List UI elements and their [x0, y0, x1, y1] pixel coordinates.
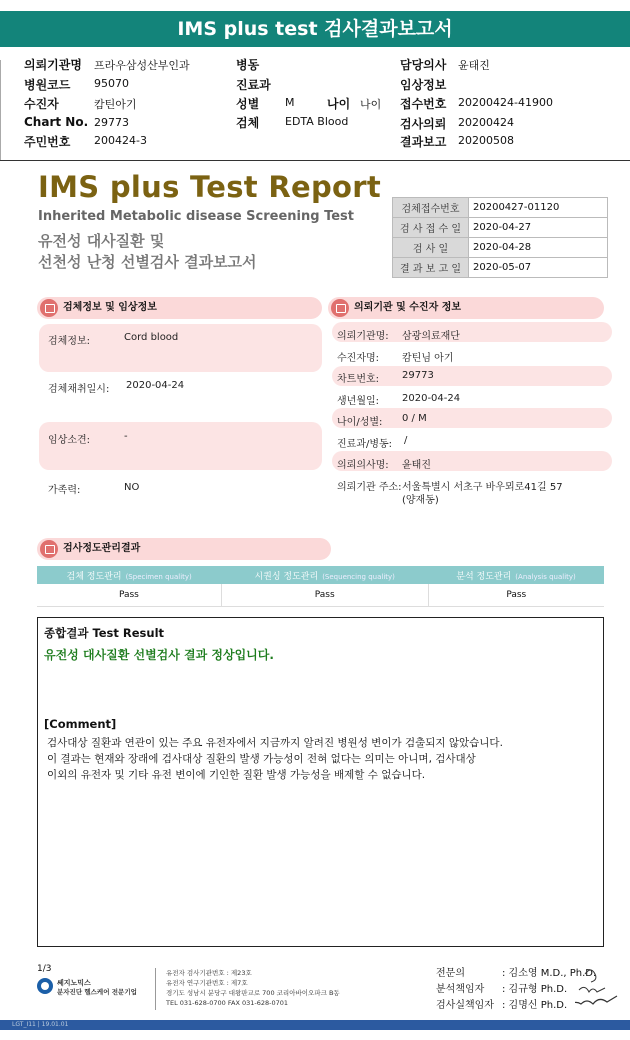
institution-label: 수진자명: — [337, 353, 380, 364]
specimen-value: 2020-04-24 — [126, 380, 185, 391]
signer-role: 분석책임자 — [436, 984, 485, 995]
company-logo-icon — [37, 978, 53, 994]
signer-row — [436, 982, 596, 998]
header-label: 수진자 — [24, 97, 59, 111]
result-heading: 종합결과 Test Result — [44, 626, 165, 640]
institution-label: 진료과/병동: — [337, 439, 393, 450]
institution-value: 29773 — [402, 370, 434, 381]
header-value: 윤태진 — [458, 59, 490, 72]
table-row — [37, 584, 604, 606]
signer-row — [436, 998, 596, 1014]
quality-value: Pass — [221, 584, 428, 606]
institution-value: / — [404, 435, 408, 446]
date-label: 검체접수번호 — [393, 198, 469, 218]
clipboard-icon — [40, 540, 58, 558]
comment-line: 이 결과는 현재와 장래에 검사대상 질환의 발생 가능성이 전혀 없다는 의미는 아니며, 검사대상 — [47, 753, 476, 765]
specimen-section-title: 검체정보 및 임상정보 — [63, 302, 157, 313]
institution-address-line2: (양재동) — [402, 495, 439, 506]
signature-stroke — [575, 996, 617, 1006]
quality-table — [37, 566, 604, 607]
registration-line: 유전자 연구기관번호 : 제7호 — [166, 979, 248, 987]
signature-stroke — [585, 970, 596, 982]
date-label: 결 과 보 고 일 — [393, 258, 469, 278]
signer-name: : 김규형 Ph.D. — [502, 984, 568, 995]
specimen-value: - — [124, 431, 128, 442]
header-label: 성별 — [236, 97, 260, 111]
date-label: 검 사 접 수 일 — [393, 218, 469, 238]
header-label: 병원코드 — [24, 78, 71, 92]
table-row — [393, 218, 608, 238]
institution-value: 삼광의료재단 — [402, 331, 460, 342]
quality-value: Pass — [428, 584, 604, 606]
date-value: 20200427-01120 — [469, 198, 608, 218]
result-box — [37, 617, 604, 947]
lock-icon — [331, 299, 349, 317]
date-value: 2020-04-27 — [469, 218, 608, 238]
header-value: 200424-3 — [94, 134, 147, 147]
date-value: 2020-04-28 — [469, 238, 608, 258]
quality-section-header — [37, 538, 331, 560]
clinical-box — [39, 422, 322, 470]
institution-value: 0 / M — [402, 413, 427, 424]
registration-line: 유전자 검사기관번호 : 제23호 — [166, 969, 252, 977]
quality-col-header — [37, 566, 221, 584]
report-subtitle: Inherited Metabolic disease Screening Test — [38, 209, 355, 224]
signer-name: : 김명신 Ph.D. — [502, 1000, 568, 1011]
institution-address-label: 의뢰기관 주소: — [337, 482, 402, 493]
signature-image — [575, 960, 625, 1015]
header-label: 담당의사 — [400, 58, 447, 72]
header-value: 95070 — [94, 77, 129, 90]
header-left-border — [0, 60, 1, 160]
institution-section-header — [328, 297, 604, 319]
institution-address-line1: 서울특별시 서초구 바우뫼로41길 57 — [402, 482, 563, 493]
quality-col-header — [221, 566, 428, 584]
header-value: 프라우삼성산부인과 — [94, 59, 190, 72]
header-label: 주민번호 — [24, 135, 71, 149]
signer-role: 전문의 — [436, 968, 465, 979]
institution-value: 캄틴님 아기 — [402, 353, 454, 364]
lock-icon — [40, 299, 58, 317]
quality-section-title: 검사정도관리결과 — [63, 543, 141, 554]
header-label: 결과보고 — [400, 135, 447, 149]
footer-bar: LGT_I11 | 19.01.01 — [0, 1020, 630, 1030]
signer-row — [436, 966, 596, 982]
specimen-label: 가족력: — [48, 485, 81, 496]
company-description: 분자진단 헬스케어 전문기업 — [57, 988, 137, 996]
signers-block — [436, 966, 596, 1014]
institution-value: 2020-04-24 — [402, 393, 461, 404]
quality-col-header — [428, 566, 604, 584]
header-value: 20200424-41900 — [458, 96, 553, 109]
header-info — [22, 56, 622, 156]
registration-info — [166, 968, 340, 1008]
institution-label: 차트번호: — [337, 374, 380, 385]
header-label: 의뢰기관명 — [24, 58, 82, 72]
specimen-value: Cord blood — [124, 332, 179, 343]
table-row — [393, 238, 608, 258]
page-number: 1/3 — [37, 964, 52, 974]
quality-col-kr: 검체 정도관리 — [66, 571, 122, 582]
institution-label: 생년월일: — [337, 396, 380, 407]
registration-line: 경기도 성남시 분당구 대왕판교로 700 코리아바이오파크 B동 — [166, 989, 340, 997]
quality-col-en: (Specimen quality) — [125, 572, 192, 581]
report-korean-title-1: 유전성 대사질환 및 — [38, 232, 165, 250]
header-value: 20200508 — [458, 134, 514, 147]
result-summary: 유전성 대사질환 선별검사 결과 정상입니다. — [44, 648, 274, 662]
header-label: 검체 — [236, 116, 260, 130]
specimen-label: 검체채취일시: — [48, 384, 110, 395]
institution-label: 의뢰기관명: — [337, 331, 389, 342]
header-label: 검사의뢰 — [400, 117, 447, 131]
specimen-value: NO — [124, 482, 140, 493]
institution-value: 윤태진 — [402, 460, 431, 471]
specimen-label: 검체정보: — [48, 336, 91, 347]
header-value: 29773 — [94, 116, 129, 129]
signature-stroke — [579, 987, 605, 992]
quality-value: Pass — [37, 584, 221, 606]
header-label: 임상정보 — [400, 78, 447, 92]
header-label: 병동 — [236, 58, 260, 72]
header-value: 나이 — [360, 98, 382, 111]
header-value: 20200424 — [458, 116, 514, 129]
comment-label: [Comment] — [44, 717, 117, 731]
footer-divider — [155, 968, 156, 1010]
table-row — [393, 198, 608, 218]
header-label: 진료과 — [236, 78, 271, 92]
registration-line: TEL 031-628-0700 FAX 031-628-0701 — [166, 999, 289, 1007]
header-label: Chart No. — [24, 115, 89, 129]
header-label: 접수번호 — [400, 97, 447, 111]
signer-role: 검사실책임자 — [436, 1000, 494, 1011]
signer-name: : 김소영 M.D., Ph.D. — [502, 968, 597, 979]
header-value: 캄틴아기 — [94, 98, 137, 111]
institution-label: 의뢰의사명: — [337, 460, 389, 471]
institution-section-title: 의뢰기관 및 수진자 정보 — [354, 302, 462, 313]
header-label: 나이 — [327, 97, 351, 111]
quality-col-en: (Sequencing quality) — [322, 572, 395, 581]
date-value: 2020-05-07 — [469, 258, 608, 278]
company-name: 쎄지노믹스 — [57, 979, 91, 987]
date-label: 검 사 일 — [393, 238, 469, 258]
header-value: EDTA Blood — [285, 115, 349, 128]
table-row — [393, 258, 608, 278]
comment-line: 검사대상 질환과 연관이 있는 주요 유전자에서 지금까지 알려진 병원성 변이가 검출되지 않았습니다. — [47, 737, 503, 749]
quality-col-en: (Analysis quality) — [515, 572, 576, 581]
comment-text — [47, 735, 599, 783]
specimen-section-header — [37, 297, 322, 319]
report-korean-title-2: 선천성 난청 선별검사 결과보고서 — [38, 253, 257, 271]
table-header-row — [37, 566, 604, 584]
quality-col-kr: 시퀀싱 정도관리 — [254, 571, 319, 582]
header-value: M — [285, 96, 295, 109]
report-header-title: IMS plus test 검사결과보고서 — [0, 11, 630, 47]
dates-table — [392, 197, 608, 278]
header-divider — [0, 160, 630, 161]
report-title: IMS plus Test Report — [38, 170, 381, 204]
comment-line: 이외의 유전자 및 기타 유전 변이에 기인한 질환 발생 가능성을 배제할 수 없습니다. — [47, 769, 426, 781]
institution-label: 나이/성별: — [337, 417, 383, 428]
specimen-label: 임상소견: — [48, 435, 91, 446]
quality-col-kr: 분석 정도관리 — [456, 571, 512, 582]
